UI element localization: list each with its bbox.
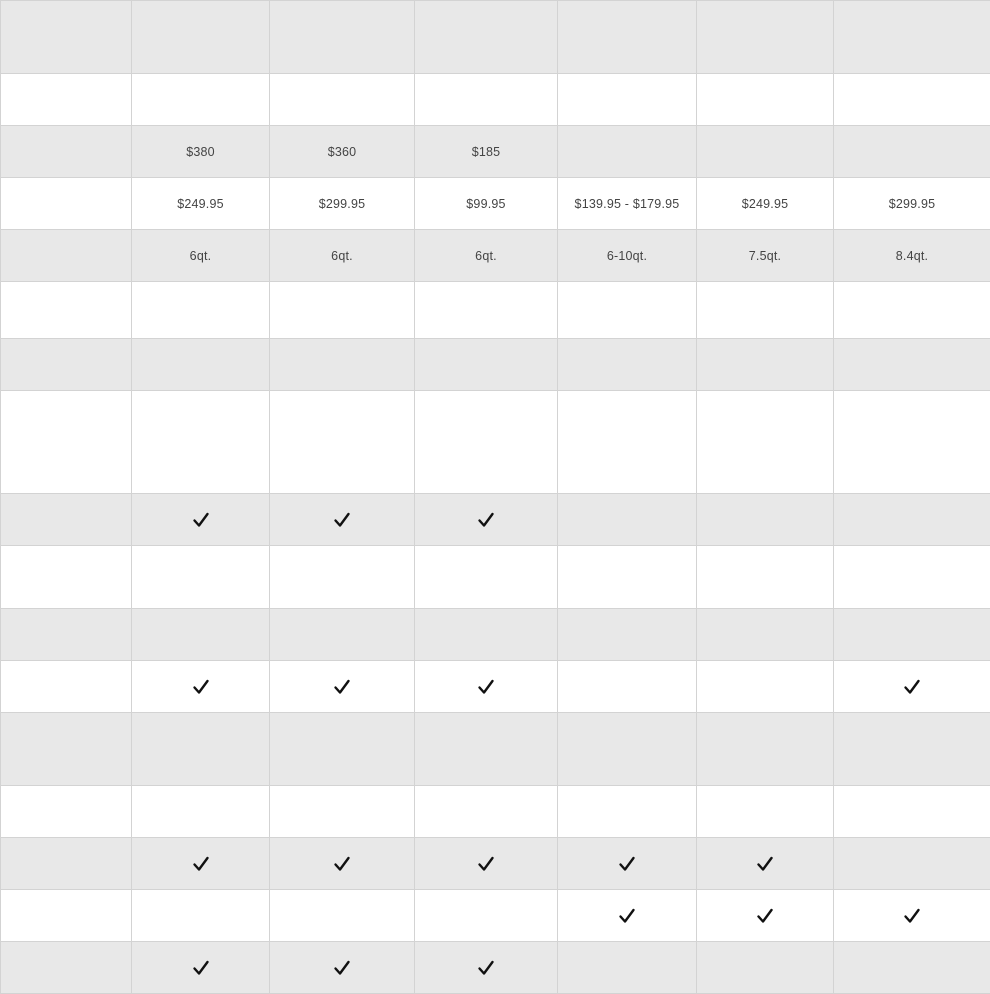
list-price-cell: $185 bbox=[415, 126, 558, 178]
table-cell bbox=[1, 838, 132, 890]
table-cell bbox=[558, 942, 697, 994]
table-cell bbox=[558, 546, 697, 609]
table-cell bbox=[558, 494, 697, 546]
table-cell bbox=[834, 494, 990, 546]
table-cell bbox=[697, 661, 834, 713]
table-cell bbox=[834, 786, 990, 838]
table-cell bbox=[415, 546, 558, 609]
table-cell bbox=[1, 391, 132, 494]
table-cell bbox=[558, 282, 697, 339]
table-cell bbox=[1, 546, 132, 609]
table-cell bbox=[270, 890, 415, 942]
table-cell bbox=[415, 391, 558, 494]
checkmark-icon bbox=[477, 959, 495, 977]
table-cell bbox=[834, 890, 990, 942]
table-cell bbox=[834, 339, 990, 391]
table-cell bbox=[270, 1, 415, 74]
table-cell bbox=[697, 942, 834, 994]
price-cell: $139.95 - $179.95 bbox=[558, 178, 697, 230]
table-cell bbox=[132, 942, 270, 994]
table-row bbox=[1, 546, 990, 609]
table-cell bbox=[558, 74, 697, 126]
table-row bbox=[1, 942, 990, 994]
table-cell bbox=[558, 339, 697, 391]
table-row bbox=[1, 609, 990, 661]
capacity-cell: 8.4qt. bbox=[834, 230, 990, 282]
checkmark-icon bbox=[192, 959, 210, 977]
table-cell bbox=[697, 494, 834, 546]
table-cell bbox=[1, 661, 132, 713]
table-row bbox=[1, 339, 990, 391]
table-row bbox=[1, 1, 990, 74]
table-row bbox=[1, 282, 990, 339]
table-cell bbox=[415, 339, 558, 391]
table-cell bbox=[132, 1, 270, 74]
table-cell bbox=[132, 890, 270, 942]
table-cell bbox=[415, 786, 558, 838]
table-cell bbox=[834, 942, 990, 994]
table-cell bbox=[1, 713, 132, 786]
table-cell bbox=[270, 339, 415, 391]
table-cell bbox=[1, 890, 132, 942]
table-cell bbox=[697, 546, 834, 609]
table-cell bbox=[558, 890, 697, 942]
table-cell bbox=[697, 713, 834, 786]
table-cell bbox=[558, 609, 697, 661]
checkmark-icon bbox=[333, 959, 351, 977]
table-cell bbox=[834, 126, 990, 178]
capacity-cell: 6qt. bbox=[270, 230, 415, 282]
table-cell bbox=[697, 890, 834, 942]
checkmark-icon bbox=[903, 907, 921, 925]
table-row bbox=[1, 178, 990, 230]
table-cell bbox=[1, 178, 132, 230]
table-cell bbox=[1, 282, 132, 339]
table-cell bbox=[415, 890, 558, 942]
table-cell bbox=[270, 282, 415, 339]
checkmark-icon bbox=[756, 855, 774, 873]
capacity-cell: 6-10qt. bbox=[558, 230, 697, 282]
table-cell bbox=[834, 661, 990, 713]
checkmark-icon bbox=[618, 855, 636, 873]
table-cell bbox=[270, 661, 415, 713]
table-cell bbox=[415, 282, 558, 339]
table-cell bbox=[270, 609, 415, 661]
table-row bbox=[1, 74, 990, 126]
table-cell bbox=[132, 609, 270, 661]
table-cell bbox=[558, 838, 697, 890]
table-cell bbox=[270, 713, 415, 786]
table-cell bbox=[558, 126, 697, 178]
checkmark-icon bbox=[192, 511, 210, 529]
price-cell: $249.95 bbox=[697, 178, 834, 230]
table-row bbox=[1, 126, 990, 178]
table-cell bbox=[834, 391, 990, 494]
table-cell bbox=[834, 838, 990, 890]
table-cell bbox=[1, 609, 132, 661]
table-cell bbox=[697, 126, 834, 178]
price-cell: $249.95 bbox=[132, 178, 270, 230]
table-cell bbox=[558, 661, 697, 713]
table-row bbox=[1, 661, 990, 713]
checkmark-icon bbox=[756, 907, 774, 925]
table-cell bbox=[132, 661, 270, 713]
table-cell bbox=[415, 838, 558, 890]
checkmark-icon bbox=[618, 907, 636, 925]
table-cell bbox=[558, 713, 697, 786]
list-price-cell: $360 bbox=[270, 126, 415, 178]
capacity-cell: 6qt. bbox=[132, 230, 270, 282]
checkmark-icon bbox=[192, 855, 210, 873]
table-row bbox=[1, 494, 990, 546]
table-cell bbox=[415, 1, 558, 74]
checkmark-icon bbox=[477, 511, 495, 529]
table-cell bbox=[270, 494, 415, 546]
checkmark-icon bbox=[333, 678, 351, 696]
table-cell bbox=[834, 74, 990, 126]
table-row bbox=[1, 890, 990, 942]
table-cell bbox=[270, 942, 415, 994]
table-cell bbox=[1, 126, 132, 178]
table-cell bbox=[1, 786, 132, 838]
comparison-table-body bbox=[1, 1, 990, 994]
checkmark-icon bbox=[333, 511, 351, 529]
table-cell bbox=[132, 546, 270, 609]
table-cell bbox=[132, 838, 270, 890]
table-cell bbox=[415, 609, 558, 661]
table-cell bbox=[697, 339, 834, 391]
checkmark-icon bbox=[903, 678, 921, 696]
table-cell bbox=[415, 661, 558, 713]
table-cell bbox=[834, 713, 990, 786]
table-cell bbox=[270, 74, 415, 126]
checkmark-icon bbox=[192, 678, 210, 696]
price-cell: $99.95 bbox=[415, 178, 558, 230]
table-cell bbox=[834, 546, 990, 609]
table-cell bbox=[1, 494, 132, 546]
table-cell bbox=[697, 74, 834, 126]
table-cell bbox=[1, 1, 132, 74]
table-cell bbox=[1, 74, 132, 126]
table-cell bbox=[834, 1, 990, 74]
table-cell bbox=[132, 494, 270, 546]
table-cell bbox=[697, 786, 834, 838]
table-cell bbox=[1, 230, 132, 282]
capacity-cell: 6qt. bbox=[415, 230, 558, 282]
table-cell bbox=[132, 282, 270, 339]
table-cell bbox=[558, 786, 697, 838]
price-cell: $299.95 bbox=[834, 178, 990, 230]
table-cell bbox=[415, 494, 558, 546]
table-cell bbox=[270, 838, 415, 890]
table-cell bbox=[697, 838, 834, 890]
checkmark-icon bbox=[333, 855, 351, 873]
table-cell bbox=[834, 282, 990, 339]
price-cell: $299.95 bbox=[270, 178, 415, 230]
table-cell bbox=[270, 391, 415, 494]
table-cell bbox=[697, 609, 834, 661]
table-cell bbox=[697, 1, 834, 74]
table-cell bbox=[415, 713, 558, 786]
table-cell bbox=[697, 282, 834, 339]
table-cell bbox=[558, 391, 697, 494]
table-cell bbox=[834, 609, 990, 661]
capacity-cell: 7.5qt. bbox=[697, 230, 834, 282]
table-row bbox=[1, 230, 990, 282]
table-cell bbox=[270, 546, 415, 609]
table-row bbox=[1, 786, 990, 838]
table-cell bbox=[415, 74, 558, 126]
table-cell bbox=[132, 391, 270, 494]
table-row bbox=[1, 838, 990, 890]
list-price-cell: $380 bbox=[132, 126, 270, 178]
checkmark-icon bbox=[477, 855, 495, 873]
checkmark-icon bbox=[477, 678, 495, 696]
table-cell bbox=[1, 942, 132, 994]
table-cell bbox=[132, 74, 270, 126]
table-cell bbox=[1, 339, 132, 391]
table-cell bbox=[697, 391, 834, 494]
table-row bbox=[1, 391, 990, 494]
table-cell bbox=[270, 786, 415, 838]
table-cell bbox=[132, 786, 270, 838]
table-cell bbox=[558, 1, 697, 74]
table-row bbox=[1, 713, 990, 786]
table-cell bbox=[132, 713, 270, 786]
table-cell bbox=[132, 339, 270, 391]
table-cell bbox=[415, 942, 558, 994]
